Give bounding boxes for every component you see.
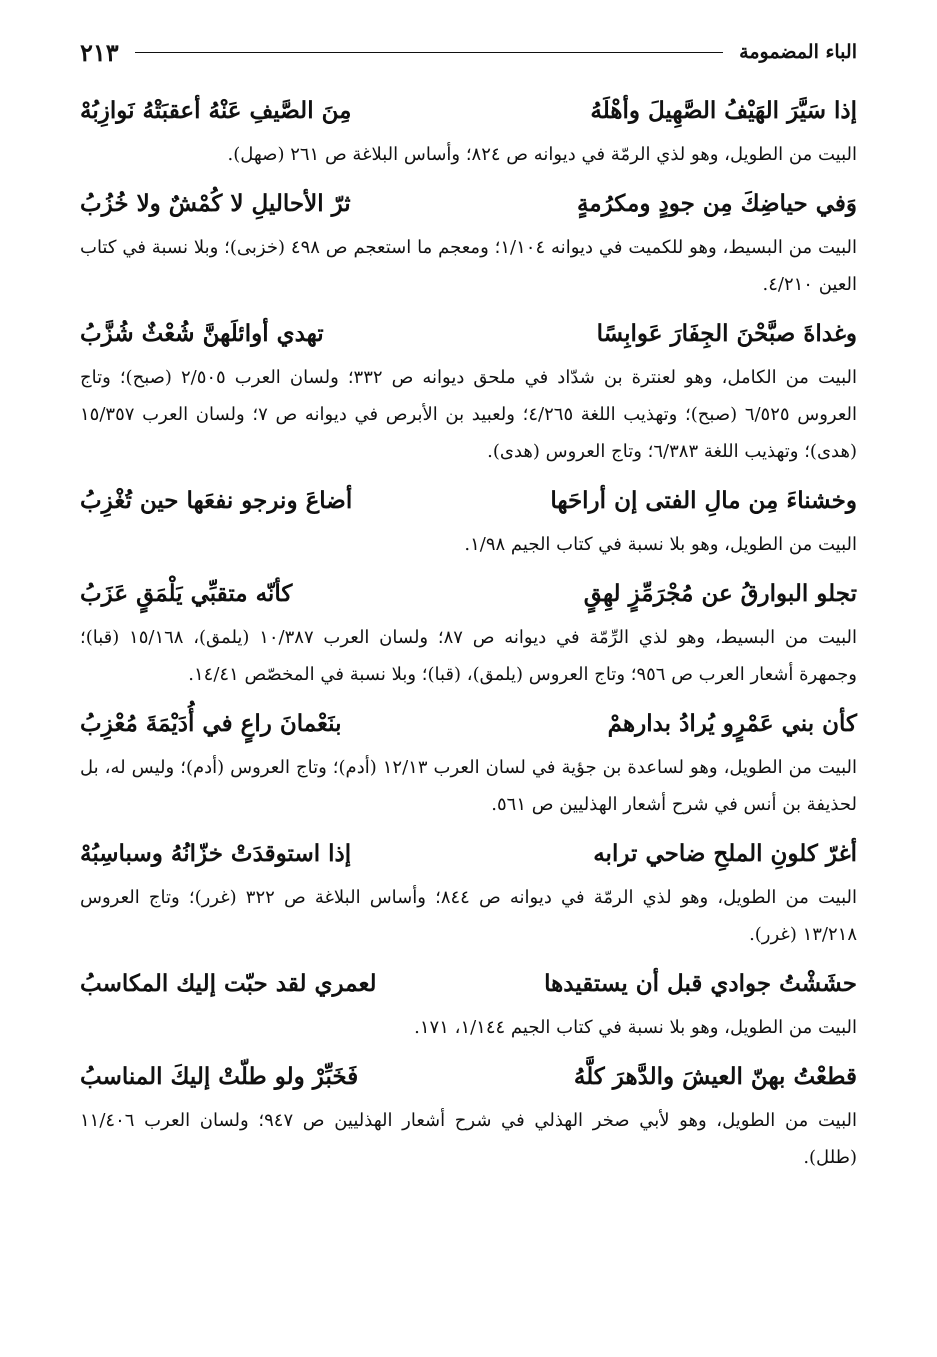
verse-first-hemistich: وغداةَ صبَّحْنَ الجِفَارَ عَوابِسًا — [596, 319, 857, 347]
verse-line — [80, 1050, 857, 1102]
verse-line — [80, 474, 857, 526]
verse-entry — [80, 1050, 857, 1176]
verse-second-hemistich: فَخَبِّرْ ولو طلّتْ إليكَ المناسبُ — [80, 1062, 359, 1090]
verse-entry — [80, 827, 857, 953]
verse-note: البيت من الطويل، وهو بلا نسبة في كتاب الجيم ١/١٤٤، ١٧١. — [414, 1017, 857, 1038]
verse-line — [80, 827, 857, 879]
verse-first-hemistich: حشَشْتُ جوادي قبل أن يستقيدها — [544, 969, 857, 997]
verse-first-hemistich: وخشناءَ مِن مالِ الفتى إن أراحَها — [550, 486, 857, 514]
verse-first-hemistich: وَفي حياضِكَ مِن جودٍ ومكرُمةٍ — [576, 189, 857, 217]
verse-entry — [80, 84, 857, 173]
verse-second-hemistich: ثرّ الأحاليلِ لا كُمْشٌ ولا خُزُبُ — [80, 189, 351, 217]
verse-entry — [80, 307, 857, 470]
verse-note: البيت من الكامل، وهو لعنترة بن شدّاد في ملحق ديوانه ص ٣٣٢؛ ولسان العرب ٢/٥٠٥ (صبح)؛ وتاج العروس ٦/٥٢٥ (صبح)؛ وتهذيب اللغة ٤/٢٦٥؛ ولعبيد بن الأبرص في ديوانه ص ٧؛ ولسان العرب ١٥/٣٥٧ (هدى)؛ وتهذيب اللغة ٦/٣٨٣؛ وتاج العروس (هدى). — [80, 367, 857, 462]
page-number: ٢١٣ — [80, 37, 119, 67]
verse-second-hemistich: لعمري لقد حبّت إليك المكاسبُ — [80, 969, 377, 997]
header-rule — [135, 52, 723, 53]
verse-second-hemistich: كأنّه متقبِّي يَلْمَقٍ عَزَبُ — [80, 579, 293, 607]
page-header — [80, 30, 857, 74]
verse-note: البيت من الطويل، وهو بلا نسبة في كتاب الجيم ١/٩٨. — [464, 534, 857, 555]
verse-first-hemistich: كأن بني عَمْرٍو يُرادُ بدارهمْ — [607, 709, 857, 737]
verse-note: البيت من الطويل، وهو لساعدة بن جؤية في لسان العرب ١٢/١٣ (أدم)؛ وتاج العروس (أدم)؛ وليس له، بل لحذيفة بن أنس في شرح أشعار الهذليين ص ٥٦١. — [80, 757, 857, 815]
verse-second-hemistich: تهدي أوائلَهنَّ شُعْثٌ شُزَّبُ — [80, 319, 324, 347]
verse-first-hemistich: تجلو البوارقُ عن مُجْرَمِّزٍ لهِقٍ — [583, 579, 857, 607]
verse-line — [80, 957, 857, 1009]
verse-note: البيت من البسيط، وهو للكميت في ديوانه ١/١٠٤؛ ومعجم ما استعجم ص ٤٩٨ (خزبى)؛ وبلا نسبة في كتاب العين ٤/٢١٠. — [80, 237, 857, 295]
verse-line — [80, 84, 857, 136]
verse-line — [80, 697, 857, 749]
verse-first-hemistich: إذا سَيَّرَ الهَيْفُ الصَّهِيلَ وأهْلَهُ — [590, 96, 857, 124]
verse-entry — [80, 567, 857, 693]
verse-note: البيت من الطويل، وهو لأبي صخر الهذلي في شرح أشعار الهذليين ص ٩٤٧؛ ولسان العرب ١١/٤٠٦ (طلل). — [80, 1110, 857, 1168]
verse-second-hemistich: بنَعْمانَ راعٍ في أُدَيْمَةَ مُعْزِبُ — [80, 709, 342, 737]
verse-first-hemistich: أغرّ كلونِ الملحِ ضاحي ترابه — [593, 839, 857, 867]
verse-second-hemistich: إذا استوقدَتْ خزّانُهُ وسباسِبُهْ — [80, 839, 352, 867]
verse-note: البيت من البسيط، وهو لذي الرِّمّة في ديوانه ص ٨٧؛ ولسان العرب ١٠/٣٨٧ (يلمق)، ١٥/١٦٨ (قبا)؛ وجمهرة أشعار العرب ص ٩٥٦؛ وتاج العروس (يلمق)، (قبا)؛ وبلا نسبة في المخصّص ١٤/٤١. — [80, 627, 858, 685]
verse-entry — [80, 474, 857, 563]
verse-line — [80, 567, 857, 619]
verse-entry — [80, 177, 857, 303]
running-head: الباء المضمومة — [739, 41, 857, 63]
verse-second-hemistich: مِنَ الصَّيفِ عَنْهُ أعقبَتْهُ نَوازِبُهْ — [80, 96, 352, 124]
verse-entry — [80, 697, 857, 823]
verse-first-hemistich: قطعْتُ بهنّ العيشَ والدَّهرَ كلَّهُ — [573, 1062, 857, 1090]
verse-line — [80, 177, 857, 229]
page-body — [80, 84, 857, 1180]
verse-note: البيت من الطويل، وهو لذي الرمّة في ديوانه ص ٨٤٤؛ وأساس البلاغة ص ٣٢٢ (غرر)؛ وتاج العروس ١٣/٢١٨ (غرر). — [80, 887, 858, 945]
verse-line — [80, 307, 857, 359]
verse-second-hemistich: أضاعَ ونرجو نفعَها حين تُغْزِبُ — [80, 486, 353, 514]
verse-note: البيت من الطويل، وهو لذي الرمّة في ديوانه ص ٨٢٤؛ وأساس البلاغة ص ٢٦١ (صهل). — [227, 144, 857, 165]
verse-entry — [80, 957, 857, 1046]
